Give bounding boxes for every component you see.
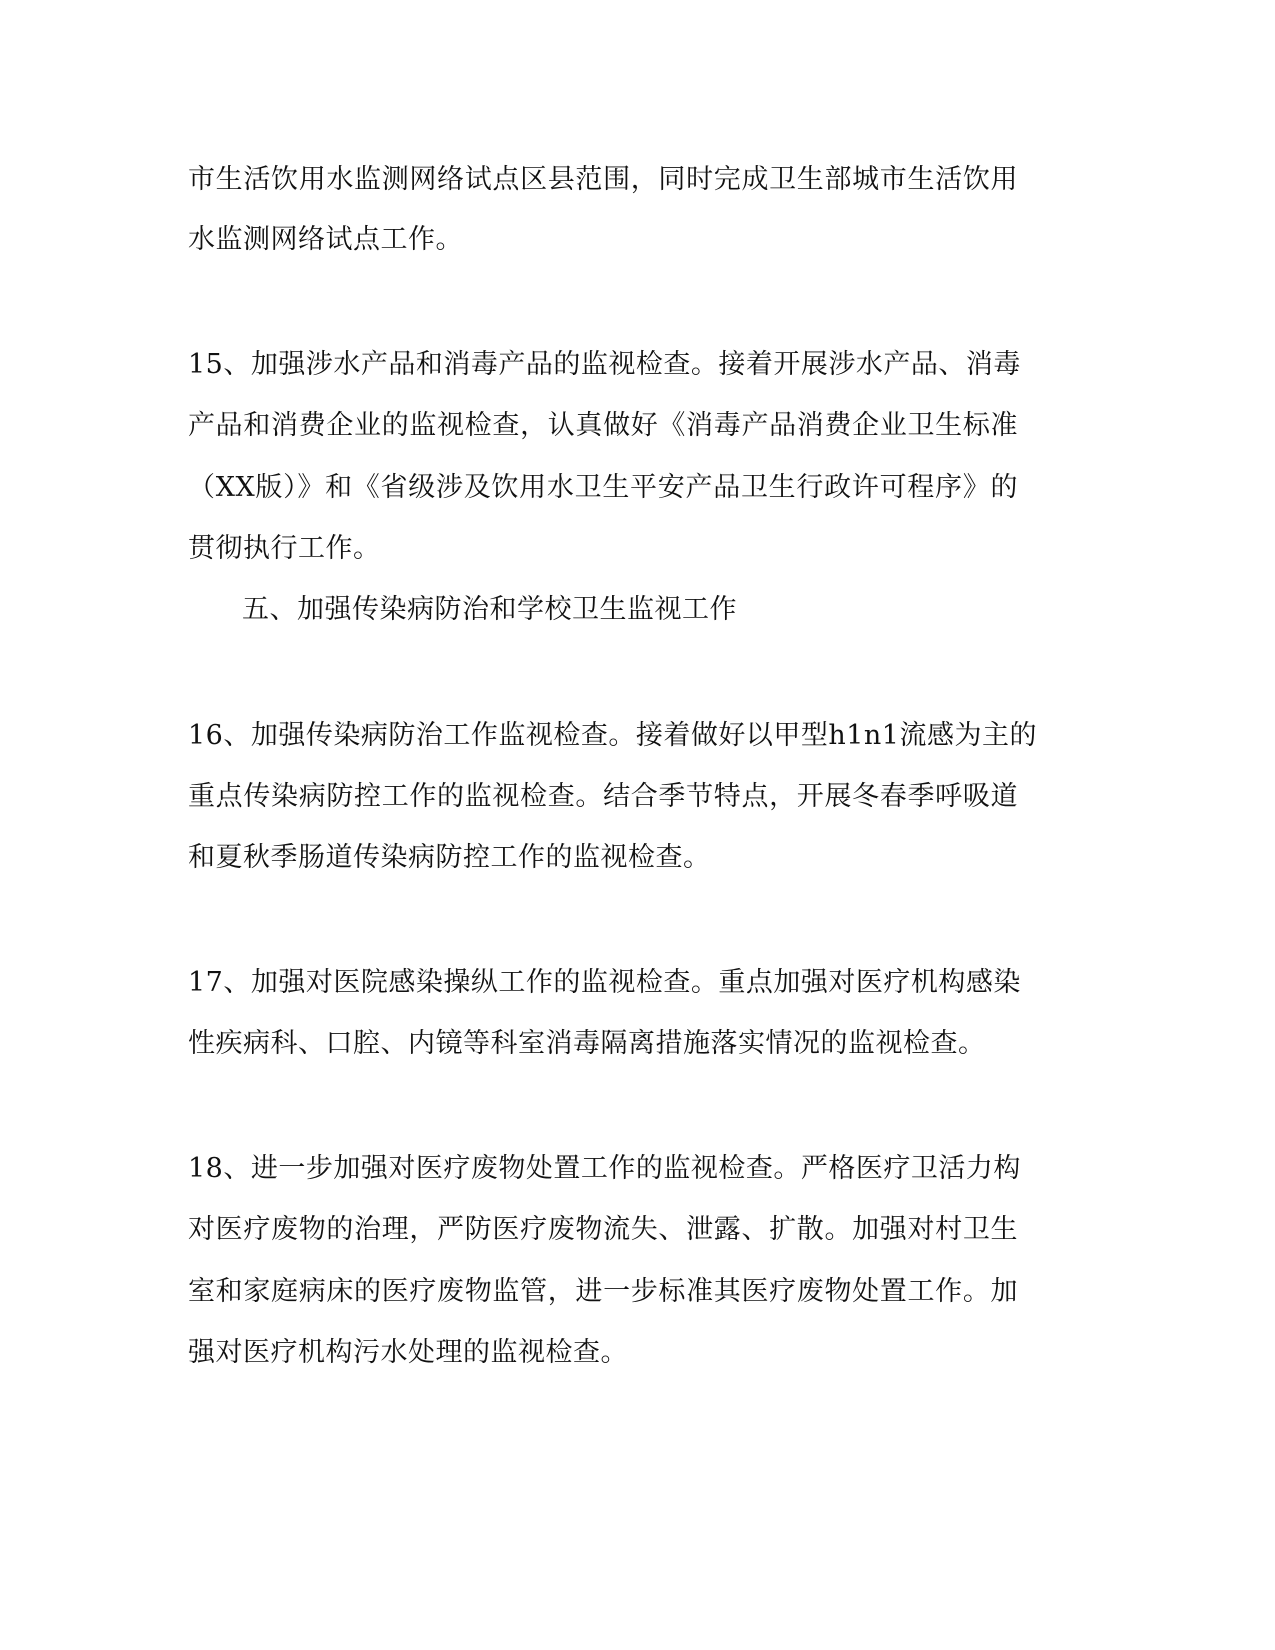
paragraph-line: 产品和消费企业的监视检查，认真做好《消毒产品消费企业卫生标准 — [188, 410, 1018, 441]
paragraph-line: 强对医疗机构污水处理的监视检查。 — [188, 1337, 628, 1368]
paragraph-line: 17、加强对医院感染操纵工作的监视检查。重点加强对医疗机构感染 — [188, 967, 1021, 998]
paragraph-line: 15、加强涉水产品和消毒产品的监视检查。接着开展涉水产品、消毒 — [188, 349, 1021, 380]
paragraph-line: 水监测网络试点工作。 — [188, 224, 463, 255]
paragraph-line: 18、进一步加强对医疗废物处置工作的监视检查。严格医疗卫活力构 — [188, 1153, 1021, 1184]
paragraph-line: 性疾病科、口腔、内镜等科室消毒隔离措施落实情况的监视检查。 — [188, 1028, 986, 1059]
paragraph-line: （XX版）》和《省级涉及饮用水卫生平安产品卫生行政许可程序》的 — [188, 472, 1018, 503]
paragraph-line: 室和家庭病床的医疗废物监管，进一步标准其医疗废物处置工作。加 — [188, 1276, 1018, 1307]
paragraph-line: 贯彻执行工作。 — [188, 533, 381, 564]
paragraph-line: 和夏秋季肠道传染病防控工作的监视检查。 — [188, 842, 711, 873]
paragraph-line: 重点传染病防控工作的监视检查。结合季节特点，开展冬春季呼吸道 — [188, 781, 1018, 812]
paragraph-line: 对医疗废物的治理，严防医疗废物流失、泄露、扩散。加强对村卫生 — [188, 1214, 1018, 1245]
paragraph-line: 市生活饮用水监测网络试点区县范围，同时完成卫生部城市生活饮用 — [188, 164, 1018, 195]
section-heading: 五、加强传染病防治和学校卫生监视工作 — [242, 594, 737, 625]
paragraph-line: 16、加强传染病防治工作监视检查。接着做好以甲型h1n1流感为主的 — [188, 720, 1037, 751]
